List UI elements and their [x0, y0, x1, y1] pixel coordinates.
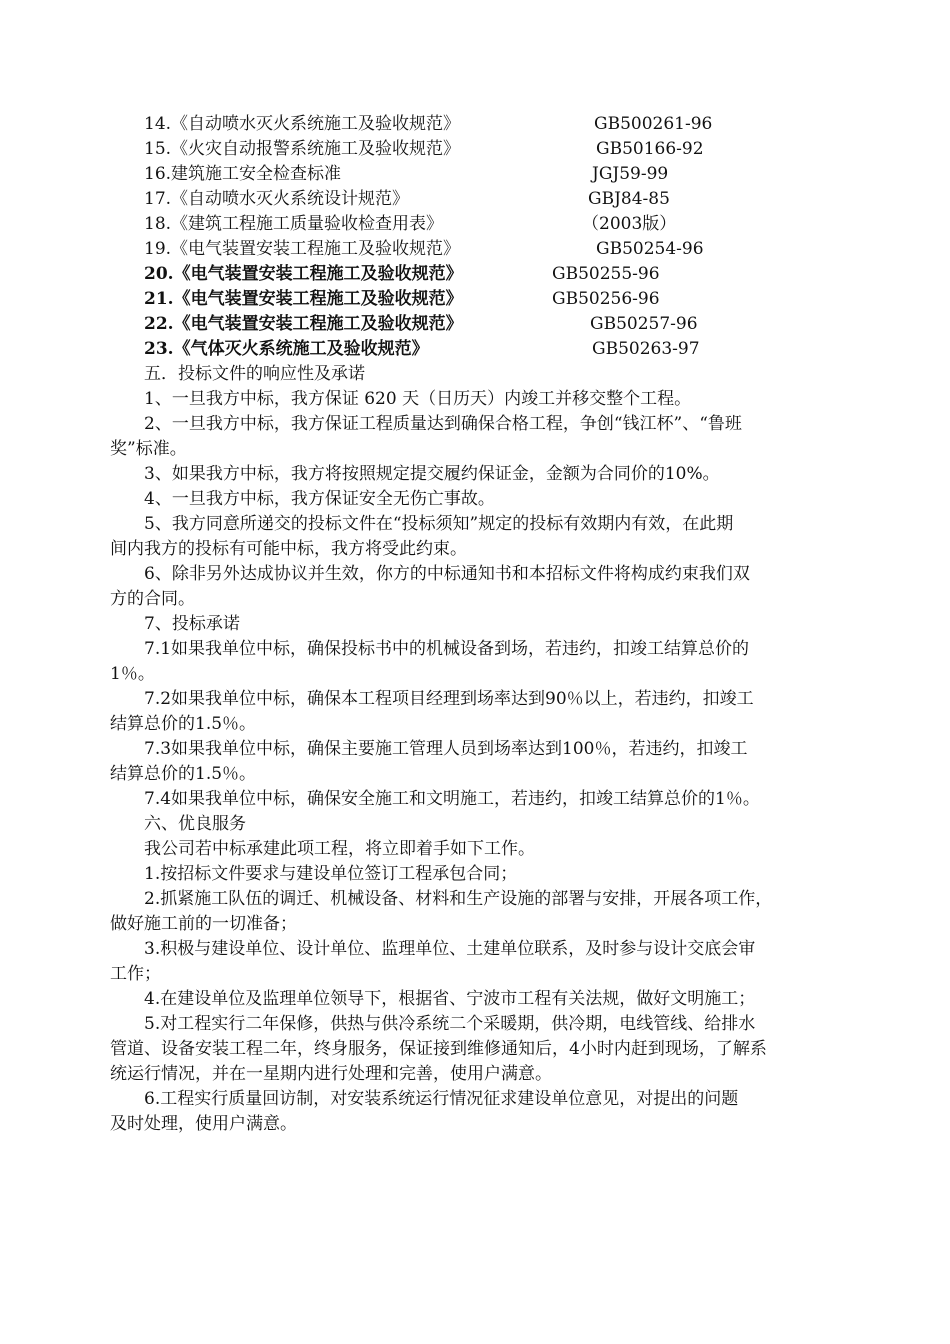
paragraph-text: 7.4如果我单位中标，确保安全施工和文明施工，若违约，扣竣工结算总价的1％。	[144, 789, 760, 809]
standard-item	[110, 337, 845, 362]
standard-title: 23.《气体灭火系统施工及验收规范》	[144, 339, 429, 359]
paragraph-line	[110, 762, 845, 787]
paragraph-line	[110, 462, 845, 487]
paragraph-text: 3.积极与建设单位、设计单位、监理单位、土建单位联系，及时参与设计交底会审	[144, 939, 756, 959]
paragraph-text: 3、如果我方中标，我方将按照规定提交履约保证金，金额为合同价的10%。	[144, 464, 720, 484]
paragraph-line	[110, 712, 845, 737]
paragraph-line	[110, 487, 845, 512]
paragraph-text: 2.抓紧施工队伍的调迁、机械设备、材料和生产设施的部署与安排，开展各项工作，	[144, 889, 773, 909]
standard-title: 15.《火灾自动报警系统施工及验收规范》	[144, 139, 461, 159]
standard-item	[110, 212, 845, 237]
paragraph-line	[110, 437, 845, 462]
paragraph-text: 结算总价的1.5％。	[110, 714, 257, 734]
paragraph-text: 5.对工程实行二年保修，供热与供冷系统二个采暖期，供冷期，电线管线、给排水	[144, 1014, 756, 1034]
paragraph-line	[110, 412, 845, 437]
standard-code: GB50256-96	[552, 289, 660, 309]
paragraph-text: 6、除非另外达成协议并生效，你方的中标通知书和本招标文件将构成约束我们双	[144, 564, 750, 584]
standard-title: 14.《自动喷水灭火系统施工及验收规范》	[144, 114, 461, 134]
paragraph-line	[110, 687, 845, 712]
paragraph-line	[110, 1062, 845, 1087]
paragraph-text: 管道、设备安装工程二年，终身服务，保证接到维修通知后，4小时内赶到现场，了解系	[110, 1039, 767, 1059]
paragraph-line	[110, 562, 845, 587]
section-heading-text: 五．投标文件的响应性及承诺	[144, 364, 365, 384]
paragraph-line	[110, 787, 845, 812]
paragraph-text: 统运行情况，并在一星期内进行处理和完善，使用户满意。	[110, 1064, 552, 1084]
paragraph-line	[110, 987, 845, 1012]
paragraph-line	[110, 1087, 845, 1112]
paragraph-line	[110, 862, 845, 887]
standard-item	[110, 237, 845, 262]
paragraph-line	[110, 512, 845, 537]
standard-item	[110, 312, 845, 337]
paragraph-text: 1.按招标文件要求与建设单位签订工程承包合同；	[144, 864, 518, 884]
standard-item	[110, 162, 845, 187]
paragraph-line	[110, 962, 845, 987]
standard-item	[110, 262, 845, 287]
paragraph-text: 6.工程实行质量回访制，对安装系统运行情况征求建设单位意见，对提出的问题	[144, 1089, 739, 1109]
standard-code: GB50255-96	[552, 264, 660, 284]
paragraph-text: 工作；	[110, 964, 161, 984]
standard-item	[110, 187, 845, 212]
standard-title: 22.《电气装置安装工程施工及验收规范》	[144, 314, 463, 334]
section-heading	[110, 362, 845, 387]
standard-item	[110, 287, 845, 312]
paragraph-line	[110, 537, 845, 562]
paragraph-text: 4.在建设单位及监理单位领导下，根据省、宁波市工程有关法规，做好文明施工；	[144, 989, 756, 1009]
paragraph-text: 7.3如果我单位中标，确保主要施工管理人员到场率达到100％，若违约，扣竣工	[144, 739, 748, 759]
standard-title: 21.《电气装置安装工程施工及验收规范》	[144, 289, 463, 309]
standard-code: GB50254-96	[596, 239, 704, 259]
paragraph-line	[110, 887, 845, 912]
standard-code: GB50257-96	[590, 314, 698, 334]
standard-code: GB50263-97	[592, 339, 700, 359]
standard-code: GB500261-96	[594, 114, 713, 134]
paragraph-line	[110, 637, 845, 662]
paragraph-text: 奖”标准。	[110, 439, 187, 459]
standard-title: 20.《电气装置安装工程施工及验收规范》	[144, 264, 463, 284]
paragraph-text: 结算总价的1.5％。	[110, 764, 257, 784]
paragraph-text: 我公司若中标承建此项工程，将立即着手如下工作。	[144, 839, 535, 859]
paragraph-line	[110, 1012, 845, 1037]
standard-item	[110, 112, 845, 137]
paragraph-line	[110, 1112, 845, 1137]
paragraph-text: 1、一旦我方中标，我方保证 620 天（日历天）内竣工并移交整个工程。	[144, 389, 692, 409]
paragraph-text: 7、投标承诺	[144, 614, 240, 634]
paragraph-text: 做好施工前的一切准备；	[110, 914, 297, 934]
paragraph-text: 2、一旦我方中标，我方保证工程质量达到确保合格工程，争创“钱江杯”、“鲁班	[144, 414, 742, 434]
paragraph-line	[110, 387, 845, 412]
paragraph-text: 方的合同。	[110, 589, 195, 609]
paragraph-line	[110, 587, 845, 612]
paragraph-line	[110, 662, 845, 687]
standard-title: 16.建筑施工安全检查标准	[144, 164, 342, 184]
section-heading	[110, 812, 845, 837]
standard-title: 19.《电气装置安装工程施工及验收规范》	[144, 239, 461, 259]
section-heading-text: 六、优良服务	[144, 814, 246, 834]
paragraph-line	[110, 912, 845, 937]
paragraph-text: 7.2如果我单位中标，确保本工程项目经理到场率达到90％以上，若违约，扣竣工	[144, 689, 754, 709]
paragraph-line	[110, 612, 845, 637]
paragraph-text: 及时处理，使用户满意。	[110, 1114, 297, 1134]
standard-code: JGJ59-99	[592, 164, 669, 184]
standard-item	[110, 137, 845, 162]
paragraph-text: 7.1如果我单位中标，确保投标书中的机械设备到场，若违约，扣竣工结算总价的	[144, 639, 750, 659]
paragraph-text: 5、我方同意所递交的投标文件在“投标须知”规定的投标有效期内有效，在此期	[144, 514, 734, 534]
standard-title: 17.《自动喷水灭火系统设计规范》	[144, 189, 410, 209]
paragraph-text: 1％。	[110, 664, 155, 684]
paragraph-text: 间内我方的投标有可能中标，我方将受此约束。	[110, 539, 467, 559]
standard-code: GBJ84-85	[588, 189, 670, 209]
standard-code: GB50166-92	[596, 139, 704, 159]
standard-code: （2003版）	[582, 214, 677, 234]
standard-title: 18.《建筑工程施工质量验收检查用表》	[144, 214, 444, 234]
paragraph-line	[110, 1037, 845, 1062]
paragraph-line	[110, 737, 845, 762]
paragraph-line	[110, 937, 845, 962]
paragraph-text: 4、一旦我方中标，我方保证安全无伤亡事故。	[144, 489, 495, 509]
paragraph-line	[110, 837, 845, 862]
